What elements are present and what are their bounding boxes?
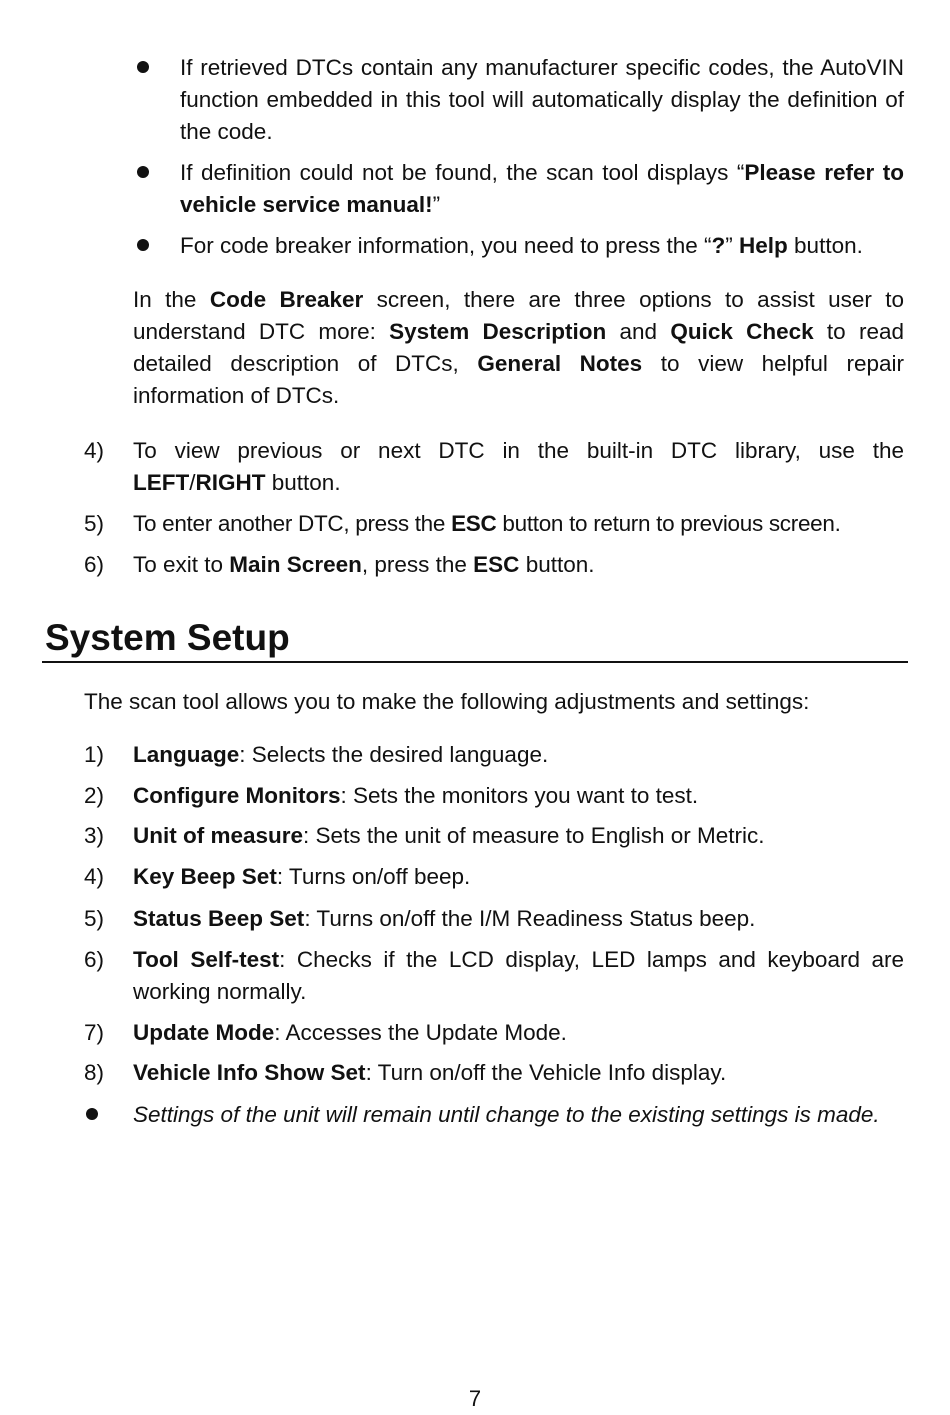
item-number: 4) — [84, 864, 105, 889]
code-breaker-paragraph: In the Code Breaker screen, there are three options to assist user to understand DTC more: System Description and Quick Check to read detailed description of DTCs, General Notes to view helpful repair information of DTCs. — [133, 287, 905, 408]
page-number: 7 — [468, 1386, 482, 1411]
bullet-text: For code breaker information, you need to press the “?” Help button. — [180, 233, 863, 258]
bullet-dot — [137, 61, 149, 73]
item-number: 3) — [84, 823, 105, 848]
bullet-dot — [86, 1108, 98, 1120]
item-number: 6) — [84, 947, 105, 972]
step-text: To view previous or next DTC in the built-in DTC library, use the LEFT/RIGHT button. — [133, 438, 904, 495]
step-number: 5) — [84, 511, 105, 536]
step-number: 4) — [84, 438, 105, 463]
item-number: 7) — [84, 1020, 105, 1045]
item-text: Tool Self-test: Checks if the LCD display, LED lamps and keyboard are working normally. — [133, 947, 904, 1004]
item-number: 2) — [84, 783, 105, 808]
item-text: Update Mode: Accesses the Update Mode. — [133, 1020, 567, 1045]
item-text: Status Beep Set: Turns on/off the I/M Readiness Status beep. — [133, 906, 756, 931]
step-text: To enter another DTC, press the ESC button to return to previous screen. — [133, 511, 841, 536]
bullet-dot — [137, 239, 149, 251]
item-text: Key Beep Set: Turns on/off beep. — [133, 864, 471, 889]
note-text: Settings of the unit will remain until change to the existing settings is made. — [133, 1102, 880, 1127]
bullet-dot — [137, 166, 149, 178]
bullet-text: If definition could not be found, the scan tool displays “Please refer to vehicle service manual!” — [180, 160, 904, 217]
intro-paragraph: The scan tool allows you to make the following adjustments and settings: — [84, 689, 810, 714]
item-number: 8) — [84, 1060, 105, 1085]
item-text: Configure Monitors: Sets the monitors you want to test. — [133, 783, 699, 808]
item-text: Unit of measure: Sets the unit of measure to English or Metric. — [133, 823, 765, 848]
bullet-text: If retrieved DTCs contain any manufacturer specific codes, the AutoVIN function embedded in this tool will automatically display the definition of the code. — [180, 55, 904, 144]
section-heading: System Setup — [45, 617, 290, 658]
item-text: Vehicle Info Show Set: Turn on/off the Vehicle Info display. — [133, 1060, 727, 1085]
heading-rule — [42, 661, 908, 663]
item-text: Language: Selects the desired language. — [133, 742, 549, 767]
item-number: 1) — [84, 742, 105, 767]
item-number: 5) — [84, 906, 105, 931]
step-text: To exit to Main Screen, press the ESC button. — [133, 552, 595, 577]
step-number: 6) — [84, 552, 105, 577]
